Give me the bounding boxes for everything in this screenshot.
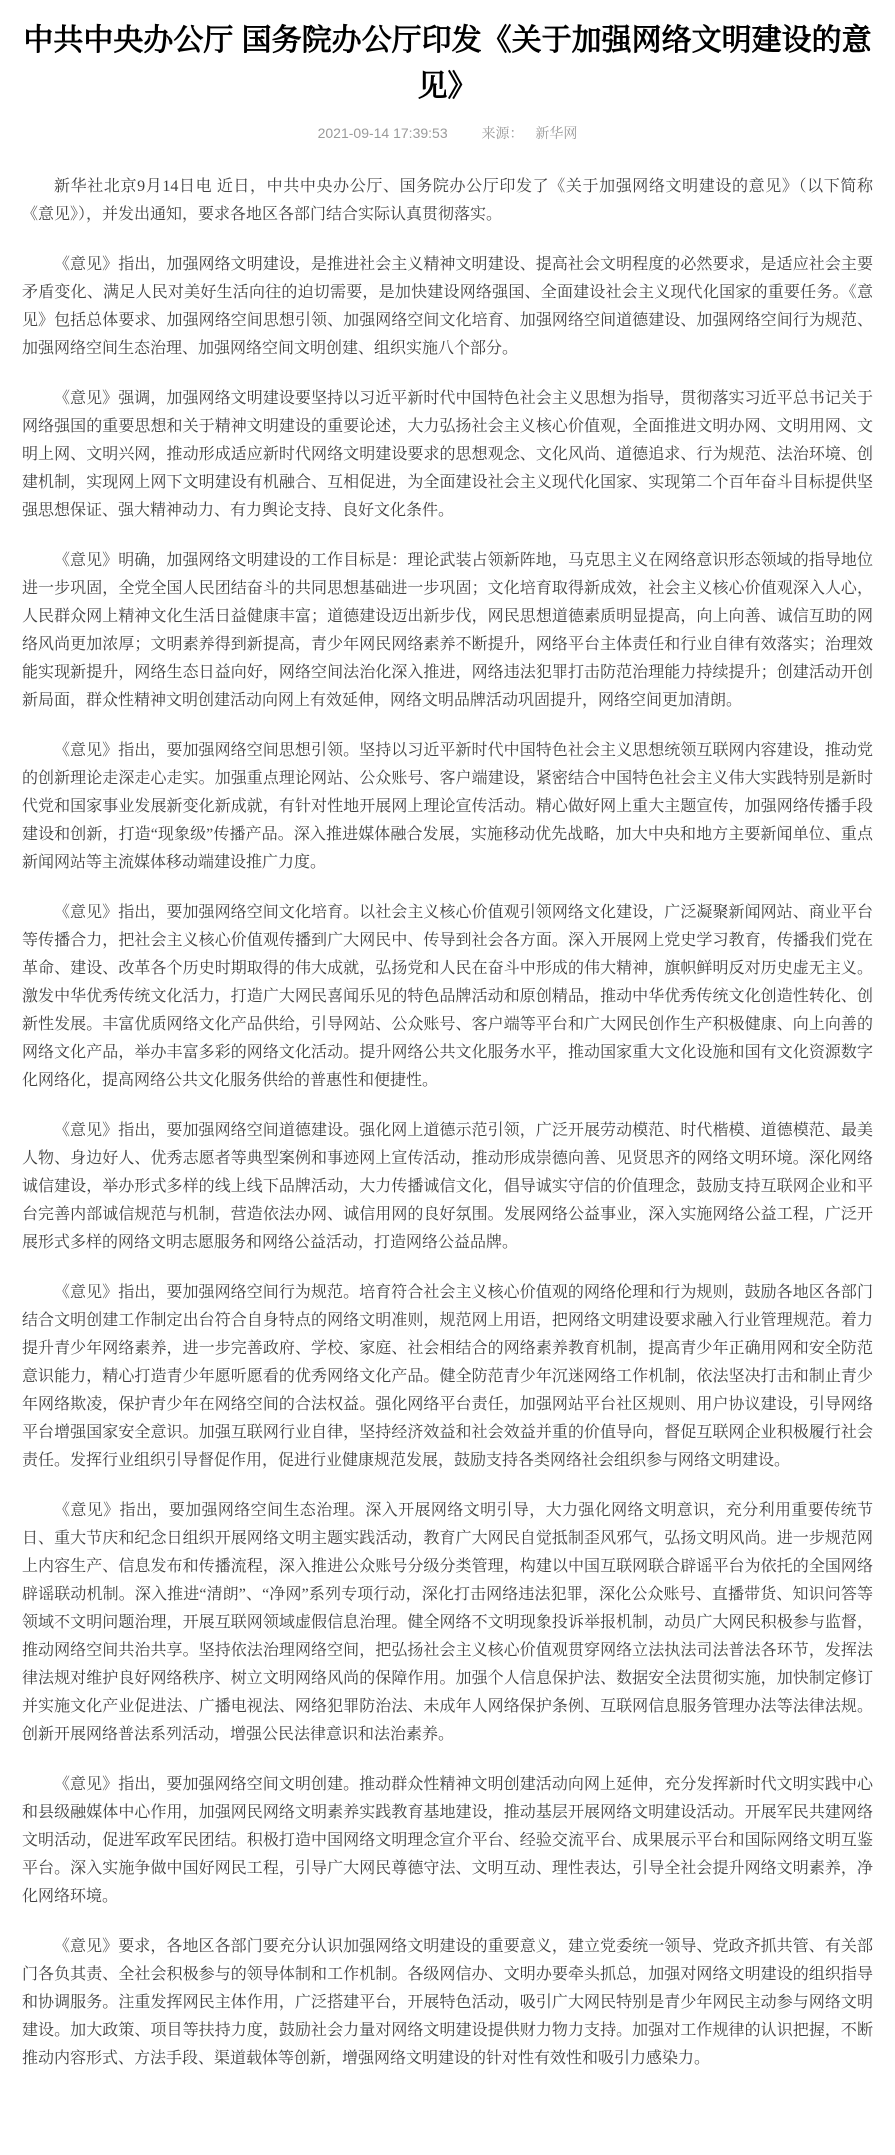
- source-name: 新华网: [535, 125, 578, 141]
- article-paragraph: 《意见》指出，加强网络文明建设，是推进社会主义精神文明建设、提高社会文明程度的必然要求，是适应社会主要矛盾变化、满足人民对美好生活向往的迫切需要，是加快建设网络强国、全面建设社会主义现代化国家的重要任务。《意见》包括总体要求、加强网络空间思想引领、加强网络空间文化培育、加强网络空间道德建设、加强网络空间行为规范、加强网络空间生态治理、加强网络空间文明创建、组织实施八个部分。: [22, 256, 873, 357]
- article-paragraph: 《意见》强调，加强网络文明建设要坚持以习近平新时代中国特色社会主义思想为指导，贯彻落实习近平总书记关于网络强国的重要思想和关于精神文明建设的重要论述，大力弘扬社会主义核心价值观，全面推进文明办网、文明用网、文明上网、文明兴网，推动形成适应新时代网络文明建设要求的思想观念、文化风尚、道德追求、行为规范、法治环境、创建机制，实现网上网下文明建设有机融合、互相促进，为全面建设社会主义现代化国家、实现第二个百年奋斗目标提供坚强思想保证、强大精神动力、有力舆论支持、良好文化条件。: [22, 390, 873, 519]
- article-paragraph: 《意见》指出，要加强网络空间文明创建。推动群众性精神文明创建活动向网上延伸，充分发挥新时代文明实践中心和县级融媒体中心作用，加强网民网络文明素养实践教育基地建设，推动基层开展网络文明建设活动。开展军民共建网络文明活动，促进军政军民团结。积极打造中国网络文明理念宣介平台、经验交流平台、成果展示平台和国际网络文明互鉴平台。深入实施争做中国好网民工程，引导广大网民尊德守法、文明互动、理性表达，引导全社会提升网络文明素养，净化网络环境。: [22, 1776, 873, 1905]
- article-paragraph: 《意见》指出，要加强网络空间思想引领。坚持以习近平新时代中国特色社会主义思想统领互联网内容建设，推动党的创新理论走深走心走实。加强重点理论网站、公众账号、客户端建设，紧密结合中国特色社会主义伟大实践特别是新时代党和国家事业发展新变化新成就，有针对性地开展网上理论宣传活动。精心做好网上重大主题宣传，加强网络传播手段建设和创新，打造“现象级”传播产品。深入推进媒体融合发展，实施移动优先战略，加大中央和地方主要新闻单位、重点新闻网站等主流媒体移动端建设推广力度。: [22, 742, 873, 871]
- article-body: [22, 173, 873, 2073]
- article-paragraph: 《意见》要求，各地区各部门要充分认识加强网络文明建设的重要意义，建立党委统一领导、党政齐抓共管、有关部门各负其责、全社会积极参与的领导体制和工作机制。各级网信办、文明办要牵头抓总，加强对网络文明建设的组织指导和协调服务。注重发挥网民主体作用，广泛搭建平台，开展特色活动，吸引广大网民特别是青少年网民主动参与网络文明建设。加大政策、项目等扶持力度，鼓励社会力量对网络文明建设提供财力物力支持。加强对工作规律的认识把握，不断推动内容形式、方法手段、渠道载体等创新，增强网络文明建设的针对性有效性和吸引力感染力。: [22, 1938, 873, 2067]
- article-paragraph: 《意见》指出，要加强网络空间行为规范。培育符合社会主义核心价值观的网络伦理和行为规则，鼓励各地区各部门结合文明创建工作制定出台符合自身特点的网络文明准则，规范网上用语，把网络文明建设要求融入行业管理规范。着力提升青少年网络素养，进一步完善政府、学校、家庭、社会相结合的网络素养教育机制，提高青少年正确用网和安全防范意识能力，精心打造青少年愿听愿看的优秀网络文化产品。健全防范青少年沉迷网络工作机制，依法坚决打击和制止青少年网络欺凌，保护青少年在网络空间的合法权益。强化网络平台责任，加强网站平台社区规则、用户协议建设，引导网络平台增强国家安全意识。加强互联网行业自律，坚持经济效益和社会效益并重的价值导向，督促互联网企业积极履行社会责任。发挥行业组织引导督促作用，促进行业健康规范发展，鼓励支持各类网络社会组织参与网络文明建设。: [22, 1284, 873, 1469]
- source-label: 来源：: [481, 125, 524, 141]
- article-meta: [0, 123, 895, 143]
- article-paragraph: 《意见》明确，加强网络文明建设的工作目标是：理论武装占领新阵地，马克思主义在网络意识形态领域的指导地位进一步巩固，全党全国人民团结奋斗的共同思想基础进一步巩固；文化培育取得新成效，社会主义核心价值观深入人心，人民群众网上精神文化生活日益健康丰富；道德建设迈出新步伐，网民思想道德素质明显提高，向上向善、诚信互助的网络风尚更加浓厚；文明素养得到新提高，青少年网民网络素养不断提升，网络平台主体责任和行业自律有效落实；治理效能实现新提升，网络生态日益向好，网络空间法治化深入推进，网络违法犯罪打击防范治理能力持续提升；创建活动开创新局面，群众性精神文明创建活动向网上有效延伸，网络文明品牌活动巩固提升，网络空间更加清朗。: [22, 552, 873, 709]
- article-title: 中共中央办公厅 国务院办公厅印发《关于加强网络文明建设的意见》: [23, 24, 872, 103]
- article-paragraph: 《意见》指出，要加强网络空间文化培育。以社会主义核心价值观引领网络文化建设，广泛凝聚新闻网站、商业平台等传播合力，把社会主义核心价值观传播到广大网民中、传导到社会各方面。深入开展网上党史学习教育，传播我们党在革命、建设、改革各个历史时期取得的伟大成就，弘扬党和人民在奋斗中形成的伟大精神，旗帜鲜明反对历史虚无主义。激发中华优秀传统文化活力，打造广大网民喜闻乐见的特色品牌活动和原创精品，推动中华优秀传统文化创造性转化、创新性发展。丰富优质网络文化产品供给，引导网站、公众账号、客户端等平台和广大网民创作生产积极健康、向上向善的网络文化产品，举办丰富多彩的网络文化活动。提升网络公共文化服务水平，推动国家重大文化设施和国有文化资源数字化网络化，提高网络公共文化服务供给的普惠性和便捷性。: [22, 904, 873, 1089]
- publish-datetime: 2021-09-14 17:39:53: [317, 125, 448, 141]
- article-paragraph: 《意见》指出，要加强网络空间道德建设。强化网上道德示范引领，广泛开展劳动模范、时代楷模、道德模范、最美人物、身边好人、优秀志愿者等典型案例和事迹网上宣传活动，推动形成崇德向善、见贤思齐的网络文明环境。深化网络诚信建设，举办形式多样的线上线下品牌活动，大力传播诚信文化，倡导诚实守信的价值理念，鼓励支持互联网企业和平台完善内部诚信规范与机制，营造依法办网、诚信用网的良好氛围。发展网络公益事业，深入实施网络公益工程，广泛开展形式多样的网络文明志愿服务和网络公益活动，打造网络公益品牌。: [22, 1122, 873, 1251]
- article-paragraph: 《意见》指出，要加强网络空间生态治理。深入开展网络文明引导，大力强化网络文明意识，充分利用重要传统节日、重大节庆和纪念日组织开展网络文明主题实践活动，教育广大网民自觉抵制歪风邪气，弘扬文明风尚。进一步规范网上内容生产、信息发布和传播流程，深入推进公众账号分级分类管理，构建以中国互联网联合辟谣平台为依托的全国网络辟谣联动机制。深入推进“清朗”、“净网”系列专项行动，深化打击网络违法犯罪，深化公众账号、直播带货、知识问答等领域不文明问题治理，开展互联网领域虚假信息治理。健全网络不文明现象投诉举报机制，动员广大网民积极参与监督，推动网络空间共治共享。坚持依法治理网络空间，把弘扬社会主义核心价值观贯穿网络立法执法司法普法各环节，发挥法律法规对维护良好网络秩序、树立文明网络风尚的保障作用。加强个人信息保护法、数据安全法贯彻实施，加快制定修订并实施文化产业促进法、广播电视法、网络犯罪防治法、未成年人网络保护条例、互联网信息服务管理办法等法律法规。创新开展网络普法系列活动，增强公民法律意识和法治素养。: [22, 1502, 873, 1743]
- article-paragraph: 新华社北京9月14日电 近日，中共中央办公厅、国务院办公厅印发了《关于加强网络文明建设的意见》（以下简称《意见》），并发出通知，要求各地区各部门结合实际认真贯彻落实。: [22, 178, 873, 223]
